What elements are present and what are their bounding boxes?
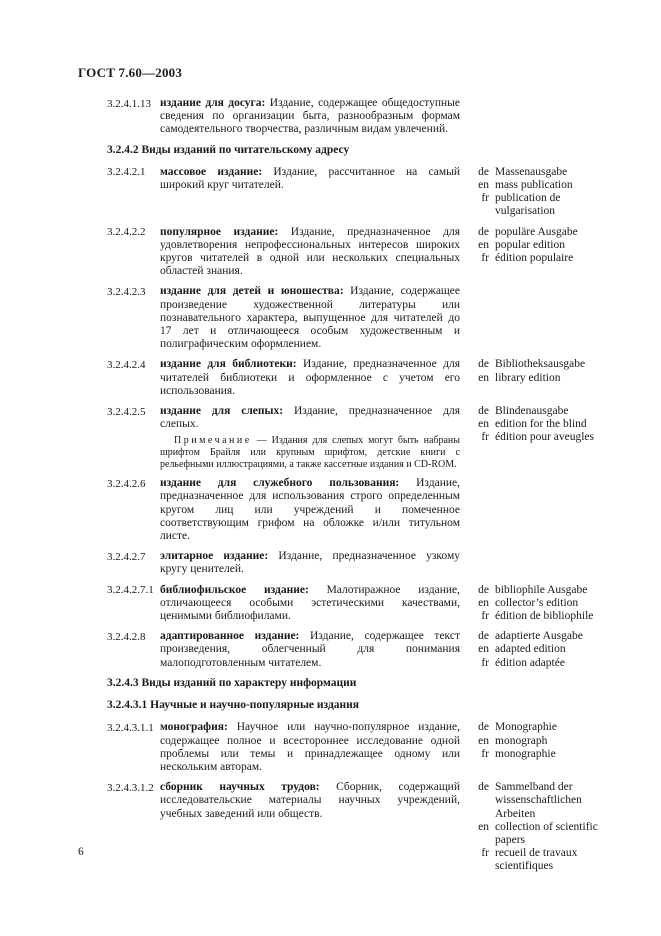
term-name: элитарное издание: bbox=[160, 550, 269, 563]
lang-code: en bbox=[478, 418, 489, 431]
lang-code: en bbox=[478, 734, 489, 747]
term-entry bbox=[107, 97, 602, 137]
lang-code: de bbox=[478, 583, 489, 596]
foreign-equivalent: monographie bbox=[495, 747, 556, 760]
translation-line bbox=[467, 781, 602, 821]
section-heading: 3.2.4.3 Виды изданий по характеру информации bbox=[107, 676, 357, 689]
lang-code: de bbox=[478, 781, 489, 794]
translation-line bbox=[467, 584, 602, 597]
lang-code: en bbox=[478, 371, 489, 384]
translation-line bbox=[467, 226, 602, 239]
translation-line bbox=[467, 610, 602, 623]
definition-text: Малотиражное издание, отличающееся особыми эстетическими качествами, ценимыми библиофилами. bbox=[160, 583, 460, 623]
translations bbox=[460, 226, 602, 279]
foreign-equivalent: Massenausgabe bbox=[495, 165, 568, 178]
lang-code: fr bbox=[481, 192, 489, 205]
term-name: библиофильское издание: bbox=[160, 583, 309, 596]
term-entry bbox=[107, 285, 602, 351]
note bbox=[160, 435, 460, 470]
translations bbox=[460, 285, 602, 351]
document-body bbox=[107, 97, 602, 881]
translation-line bbox=[467, 239, 602, 252]
foreign-equivalent: recueil de travaux scientifiques bbox=[495, 847, 578, 873]
foreign-equivalent: library edition bbox=[495, 371, 561, 384]
page-header: ГОСТ 7.60—2003 bbox=[78, 65, 183, 80]
definition-text: Издание, предназначенное для удовлетворения непрофессиональных интересов широких кругов читателей в одной или нескольких специальных областей знания. bbox=[160, 225, 460, 278]
translation-line bbox=[467, 643, 602, 656]
term-number: 3.2.4.2.7.1 bbox=[107, 584, 154, 597]
foreign-equivalent: monograph bbox=[495, 734, 548, 747]
foreign-equivalent: édition de bibliophile bbox=[495, 610, 594, 623]
term-number: 3.2.4.2.3 bbox=[107, 285, 146, 298]
note-text: — Издания для слепых могут быть набраны шрифтом Брайля или крупным шрифтом, детские книги с рельефными иллюстрациями, а также кассетные издания и CD-ROM. bbox=[160, 435, 460, 470]
term-number: 3.2.4.2.1 bbox=[107, 166, 146, 179]
lang-code: fr bbox=[481, 431, 489, 444]
translation-line bbox=[467, 252, 602, 265]
term-entry bbox=[107, 358, 602, 398]
translations bbox=[460, 405, 602, 470]
foreign-equivalent: collector’s edition bbox=[495, 596, 579, 609]
foreign-equivalent: édition pour aveugles bbox=[495, 431, 595, 444]
translations bbox=[460, 721, 602, 774]
term-entry bbox=[107, 584, 602, 624]
translations bbox=[460, 477, 602, 543]
term-entry bbox=[107, 550, 602, 576]
lang-code: de bbox=[478, 358, 489, 371]
term-name: издание для детей и юношества: bbox=[160, 285, 344, 298]
foreign-equivalent: publication de vulgarisation bbox=[495, 192, 561, 218]
translation-line bbox=[467, 657, 602, 670]
term-name: массовое издание: bbox=[160, 165, 263, 178]
term-number: 3.2.4.1.13 bbox=[107, 97, 151, 110]
definition-text: Издание, рассчитанное на самый широкий круг читателей. bbox=[160, 165, 460, 192]
foreign-equivalent: populäre Ausgabe bbox=[495, 225, 578, 238]
definition-text: Издание, предназначенное узкому кругу ценителей. bbox=[160, 550, 460, 576]
lang-code: fr bbox=[481, 252, 489, 265]
term-entry bbox=[107, 226, 602, 279]
lang-code: de bbox=[478, 405, 489, 418]
translation-line bbox=[467, 431, 602, 444]
foreign-equivalent: Monographie bbox=[495, 721, 557, 734]
term-number: 3.2.4.2.2 bbox=[107, 226, 146, 239]
term-entry bbox=[107, 166, 602, 219]
translation-line bbox=[467, 179, 602, 192]
translation-line bbox=[467, 735, 602, 748]
definition-text: Издание, содержащее текст произведения, облегченный для понимания малоподготовленным читателем. bbox=[160, 630, 460, 669]
lang-code: en bbox=[478, 643, 489, 656]
definition-text: Издание, предназначенное для использования строго определенным кругом лиц или учреждений и помеченное соответствующим грифом на обложке и/или титульном листе. bbox=[160, 477, 460, 543]
term-name: монография: bbox=[160, 721, 228, 734]
translation-line bbox=[467, 358, 602, 371]
term-entry bbox=[107, 630, 602, 670]
term-definition bbox=[160, 405, 460, 470]
translation-line bbox=[467, 166, 602, 179]
term-definition bbox=[160, 584, 460, 624]
translations bbox=[460, 630, 602, 670]
term-definition bbox=[160, 97, 460, 137]
translation-line bbox=[467, 418, 602, 431]
translation-line bbox=[467, 748, 602, 761]
translations bbox=[460, 358, 602, 398]
translations bbox=[460, 584, 602, 624]
term-name: популярное издание: bbox=[160, 225, 279, 238]
lang-code: de bbox=[478, 630, 489, 643]
term-entry bbox=[107, 477, 602, 543]
term-number: 3.2.4.2.5 bbox=[107, 405, 146, 418]
lang-code: de bbox=[478, 165, 489, 178]
foreign-equivalent: bibliophile Ausgabe bbox=[495, 583, 588, 596]
foreign-equivalent: édition adaptée bbox=[495, 656, 565, 669]
term-name: издание для служебного пользования: bbox=[160, 477, 400, 490]
term-name: издание для слепых: bbox=[160, 405, 284, 418]
translations bbox=[460, 97, 602, 137]
foreign-equivalent: mass publication bbox=[495, 179, 573, 192]
lang-code: en bbox=[478, 596, 489, 609]
translation-line bbox=[467, 821, 602, 847]
term-definition bbox=[160, 721, 460, 774]
term-entry bbox=[107, 405, 602, 470]
section-heading: 3.2.4.3.1 Научные и научно-популярные издания bbox=[107, 699, 359, 712]
translations bbox=[460, 166, 602, 219]
translation-line bbox=[467, 721, 602, 734]
definition-text: Издание, предназначенное для слепых. bbox=[160, 405, 460, 431]
lang-code: fr bbox=[481, 610, 489, 623]
translations bbox=[460, 781, 602, 873]
definition-text: Издание, содержащее общедоступные сведения по организации быта, разнообразным формам самодеятельного творчества, различным видам увлечений. bbox=[160, 97, 460, 136]
section-heading: 3.2.4.2 Виды изданий по читательскому адресу bbox=[107, 143, 350, 156]
term-number: 3.2.4.3.1.1 bbox=[107, 721, 154, 734]
foreign-equivalent: edition for the blind bbox=[495, 418, 587, 431]
definition-text: Сборник, содержащий исследовательские материалы научных учреждений, учебных заведений или обществ. bbox=[160, 781, 460, 820]
translations bbox=[460, 550, 602, 576]
translation-line bbox=[467, 630, 602, 643]
term-number: 3.2.4.3.1.2 bbox=[107, 781, 154, 794]
term-entry bbox=[107, 781, 602, 873]
term-definition bbox=[160, 477, 460, 543]
definition-text: Издание, предназначенное для читателей библиотеки и оформленное с учетом его использования. bbox=[160, 358, 460, 397]
lang-code: fr bbox=[481, 656, 489, 669]
term-number: 3.2.4.2.4 bbox=[107, 358, 146, 371]
definition-text: Издание, содержащее произведение художественной литературы или познавательного характера, выпущенное для читателей до 17 лет и отличающееся особым художественным и полиграфическим оформлением. bbox=[160, 285, 460, 351]
translation-line bbox=[467, 597, 602, 610]
term-entry bbox=[107, 721, 602, 774]
term-definition bbox=[160, 226, 460, 279]
term-definition bbox=[160, 358, 460, 398]
lang-code: de bbox=[478, 225, 489, 238]
foreign-equivalent: adaptierte Ausgabe bbox=[495, 630, 583, 643]
page-number: 6 bbox=[78, 846, 84, 858]
foreign-equivalent: adapted edition bbox=[495, 643, 566, 656]
lang-code: en bbox=[478, 820, 489, 833]
note-label: Примечание bbox=[174, 435, 252, 447]
foreign-equivalent: popular edition bbox=[495, 238, 565, 251]
term-definition bbox=[160, 285, 460, 351]
foreign-equivalent: Sammelband der wissenschaftlichen Arbeiten bbox=[495, 781, 582, 820]
term-definition bbox=[160, 166, 460, 219]
foreign-equivalent: Blindenausgabe bbox=[495, 405, 569, 418]
translation-line bbox=[467, 847, 602, 873]
lang-code: en bbox=[478, 238, 489, 251]
term-definition bbox=[160, 630, 460, 670]
lang-code: fr bbox=[481, 847, 489, 860]
foreign-equivalent: Bibliotheksausgabe bbox=[495, 358, 586, 371]
lang-code: de bbox=[478, 721, 489, 734]
term-definition bbox=[160, 550, 460, 576]
translation-line bbox=[467, 372, 602, 385]
lang-code: en bbox=[478, 179, 489, 192]
translation-line bbox=[467, 192, 602, 218]
term-name: издание для библиотеки: bbox=[160, 358, 297, 371]
foreign-equivalent: collection of scientific papers bbox=[495, 820, 598, 846]
term-definition bbox=[160, 781, 460, 873]
translation-line bbox=[467, 405, 602, 418]
lang-code: fr bbox=[481, 747, 489, 760]
term-name: издание для досуга: bbox=[160, 97, 266, 109]
definition-text: Научное или научно-популярное издание, содержащее полное и всестороннее исследование одной проблемы или темы и принадлежащее одному или нескольким авторам. bbox=[160, 721, 460, 773]
term-number: 3.2.4.2.6 bbox=[107, 477, 146, 490]
term-number: 3.2.4.2.8 bbox=[107, 630, 146, 643]
term-name: адаптированное издание: bbox=[160, 630, 300, 643]
term-number: 3.2.4.2.7 bbox=[107, 550, 146, 563]
foreign-equivalent: édition populaire bbox=[495, 252, 574, 265]
term-name: сборник научных трудов: bbox=[160, 781, 320, 794]
